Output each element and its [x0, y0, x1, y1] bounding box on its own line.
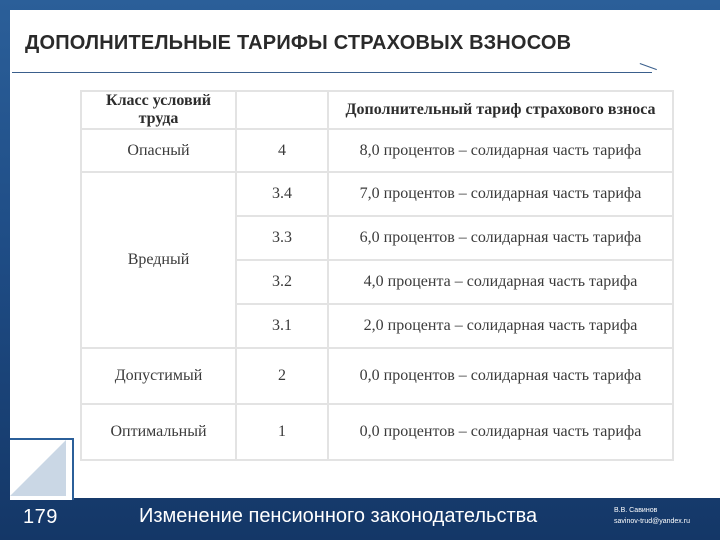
subclass-cell: 3.2	[236, 260, 328, 304]
tariff-cell: 7,0 процентов – солидарная часть тарифа	[328, 172, 673, 216]
author-name: В.В. Савинов	[614, 507, 658, 514]
tariff-cell: 0,0 процентов – солидарная часть тарифа	[328, 404, 673, 460]
title-underline	[12, 72, 652, 73]
header-tariff: Дополнительный тариф страхового взноса	[328, 91, 673, 129]
subclass-cell: 3.1	[236, 304, 328, 348]
tariff-cell: 2,0 процента – солидарная часть тарифа	[328, 304, 673, 348]
table-header-row	[81, 91, 673, 129]
class-cell: Вредный	[81, 172, 236, 348]
table-row	[81, 172, 673, 216]
subclass-cell: 3.4	[236, 172, 328, 216]
decorative-corner-box	[10, 438, 74, 500]
subclass-cell: 4	[236, 129, 328, 172]
class-cell: Допустимый	[81, 348, 236, 404]
class-cell: Опасный	[81, 129, 236, 172]
tariff-table-container	[80, 90, 672, 450]
tariff-cell: 6,0 процентов – солидарная часть тарифа	[328, 216, 673, 260]
table-row	[81, 404, 673, 460]
slide-title: ДОПОЛНИТЕЛЬНЫЕ ТАРИФЫ СТРАХОВЫХ ВЗНОСОВ	[25, 32, 572, 54]
tariff-cell: 8,0 процентов – солидарная часть тарифа	[328, 129, 673, 172]
tariff-table	[80, 90, 674, 461]
subclass-cell: 1	[236, 404, 328, 460]
table-row	[81, 348, 673, 404]
class-cell: Оптимальный	[81, 404, 236, 460]
presentation-title: Изменение пенсионного законодательства	[139, 505, 538, 527]
table-row	[81, 129, 673, 172]
author-block	[614, 505, 690, 527]
subclass-cell: 3.3	[236, 216, 328, 260]
tariff-cell: 0,0 процентов – солидарная часть тарифа	[328, 348, 673, 404]
header-class: Класс условий труда	[81, 91, 236, 129]
author-email: savinov-trud@yandex.ru	[614, 518, 690, 525]
subclass-cell: 2	[236, 348, 328, 404]
slide-number: 179	[23, 506, 58, 528]
header-subclass	[236, 91, 328, 129]
tariff-cell: 4,0 процента – солидарная часть тарифа	[328, 260, 673, 304]
